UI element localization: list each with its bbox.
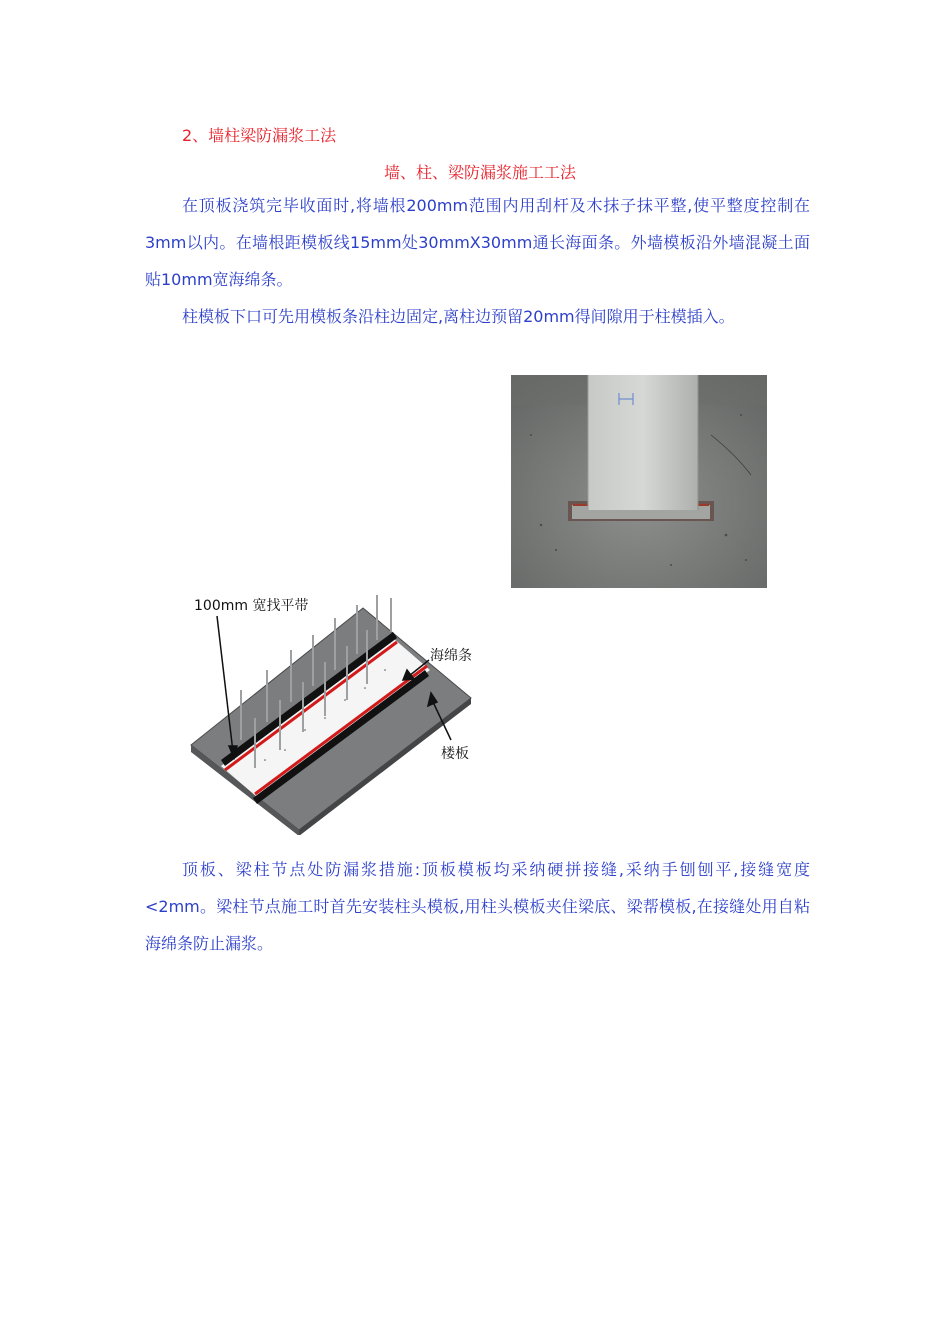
column-base-photo [511,375,767,588]
label-floor-slab: 楼板 [441,746,469,762]
paragraph-column-formwork: 柱模板下口可先用模板条沿柱边固定,离柱边预留20mm得间隙用于柱模插入。 [182,307,735,326]
label-leveling-strip: 100mm 宽找平带 [194,598,309,614]
document-title: 墙、柱、梁防漏浆施工工法 [384,163,577,182]
section-heading: 2、墙柱梁防漏浆工法 [182,126,337,145]
label-sponge-strip: 海绵条 [430,648,472,664]
paragraph-wall-root: 在顶板浇筑完毕收面时,将墙根200mm范围内用刮杆及木抹子抹平整,使平整度控制在3mm以内。在墙根距模板线15mm处30mmX30mm通长海面条。外墙模板沿外墙混凝土面贴10mm宽海绵条。 [145,196,810,289]
paragraph-beam-column-joint: 顶板、梁柱节点处防漏浆措施:顶板模板均采纳硬拼接缝,采纳手刨刨平,接缝宽度<2mm。梁柱节点施工时首先安装柱头模板,用柱头模板夹住梁底、梁帮模板,在接缝处用自粘海绵条防止漏浆。 [145,860,810,953]
leveling-strip-diagram [185,590,485,835]
